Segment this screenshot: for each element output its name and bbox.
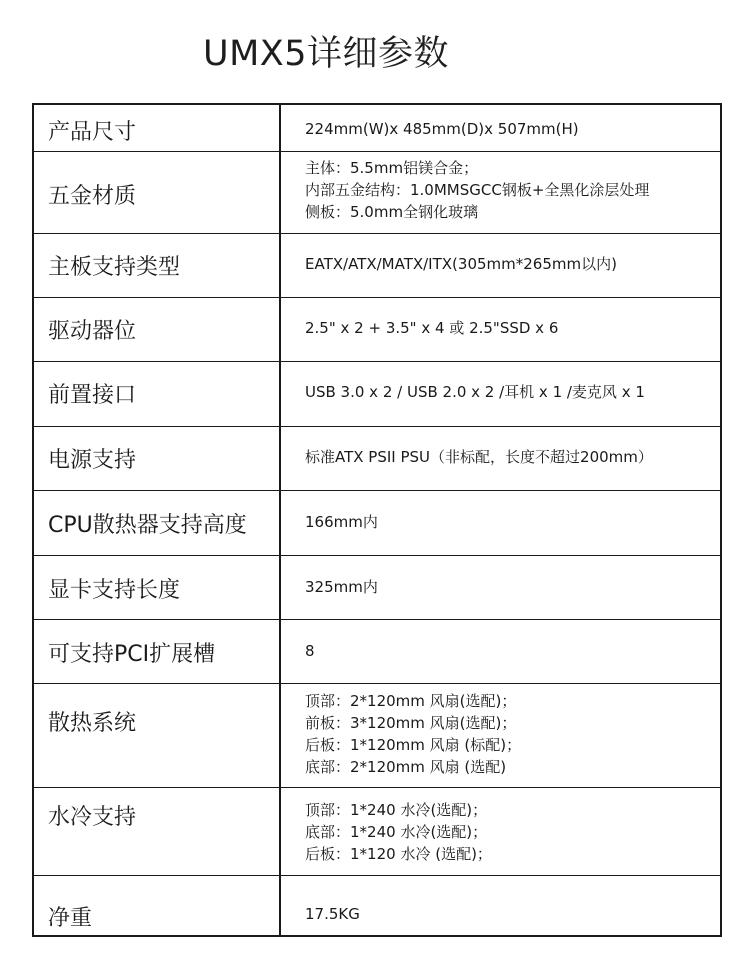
row-value [305,903,360,925]
page-title: UMX5详细参数 [202,34,450,74]
value-line: 166mm内 [305,513,378,531]
row-label: 产品尺寸 [48,120,137,145]
row-value [305,640,315,662]
value-line: 顶部：2*120mm 风扇(选配)； [305,692,517,710]
value-line: 内部五金结构：1.0MMSGCC钢板+全黑化涂层处理 [305,181,650,199]
value-line: 224mm(W)x 485mm(D)x 507mm(H) [305,120,579,138]
value-line: 底部：2*120mm 风扇 (选配) [305,758,507,776]
value-line: 前板：3*120mm 风扇(选配)； [305,714,517,732]
spec-row-drive-bays [34,298,720,362]
value-line: 主体：5.5mm铝镁合金； [305,159,479,177]
value-line: 325mm内 [305,578,378,596]
spec-row-size [34,105,720,152]
value-line: 侧板：5.0mm全钢化玻璃 [305,203,479,221]
row-label: 五金材质 [48,184,137,209]
row-value [305,690,521,778]
row-value [305,511,378,533]
row-value [305,317,558,339]
spec-row-material [34,152,720,234]
value-line: 底部：1*240 水冷(选配)； [305,823,488,841]
value-line: EATX/ATX/MATX/ITX(305mm*265mm以内) [305,255,617,273]
row-value [305,446,653,468]
value-line: 2.5" x 2 + 3.5" x 4 或 2.5"SSD x 6 [305,319,559,337]
value-line: USB 3.0 x 2 / USB 2.0 x 2 /耳机 x 1 /麦克风 x 1 [305,383,645,401]
value-line: 后板：1*120 水冷 (选配)； [305,845,492,863]
row-label: 显卡支持长度 [48,578,181,603]
value-line: 标准ATX PSII PSU（非标配，长度不超过200mm） [305,448,653,466]
spec-table [32,103,722,937]
row-label: 可支持PCI扩展槽 [48,642,216,667]
spec-row-weight [34,876,720,935]
row-label: 驱动器位 [48,319,137,344]
spec-row-psu [34,427,720,491]
row-label: 水冷支持 [48,805,137,830]
spec-row-front-io [34,362,720,427]
row-label: 电源支持 [48,448,137,473]
spec-row-gpu-length [34,556,720,620]
value-line: 顶部：1*240 水冷(选配)； [305,801,488,819]
row-label: CPU散热器支持高度 [48,513,247,538]
spec-row-cpu-cooler [34,491,720,556]
row-value [305,253,617,275]
row-label: 主板支持类型 [48,255,181,280]
row-value [305,576,378,598]
row-label: 前置接口 [48,383,137,408]
row-value [305,381,645,403]
spec-row-liquid-cooling [34,788,720,876]
row-value [305,118,579,140]
value-line: 8 [305,642,315,660]
spec-row-cooling [34,684,720,788]
spec-row-motherboard [34,234,720,298]
spec-row-pci-slots [34,620,720,684]
row-value [305,799,492,865]
value-line: 后板：1*120mm 风扇 (标配)； [305,736,522,754]
row-value [305,157,649,223]
row-label: 散热系统 [48,711,137,736]
value-line: 17.5KG [305,905,360,923]
row-label: 净重 [48,906,93,931]
